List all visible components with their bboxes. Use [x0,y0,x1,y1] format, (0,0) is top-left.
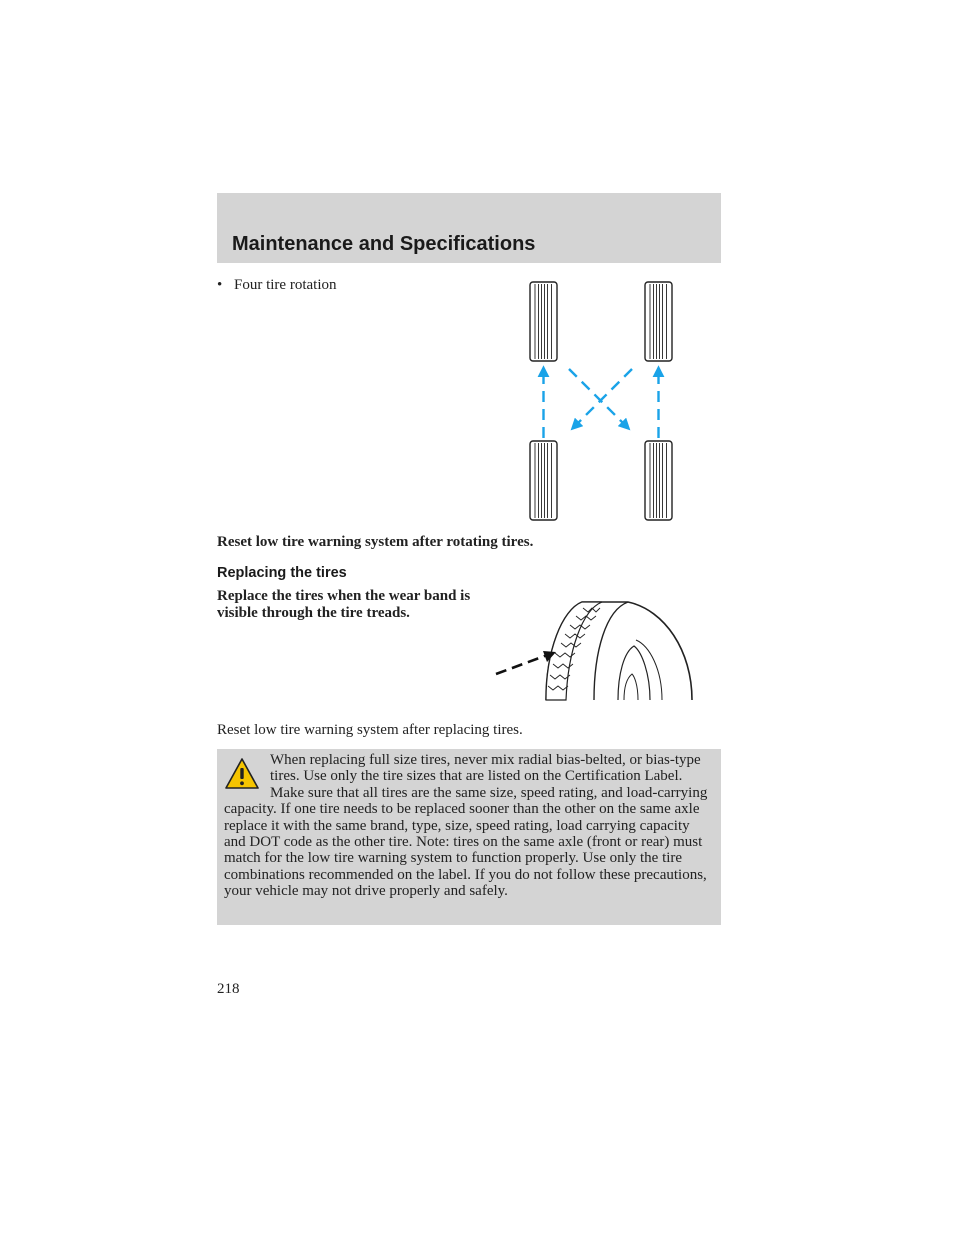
tire-rear-left [530,441,557,520]
tire-wear-band-illustration [490,596,700,702]
warning-text: When replacing full size tires, never mix radial bias-belted, or bias-type tires. Use only the tire sizes that are listed on the Certification Label. Make sure that all tires are the same size, speed rating, and load-carrying capacity. If one tire needs to be replaced sooner than the other on the same axle replace it with the same brand, type, size, speed rating, load carrying capacity and DOT code as the other tire. Note: tires on the same axle (front or rear) must match for the low tire warning system to function properly. Use only the tire combinations recommended on the label. If you do not follow these precautions, your vehicle may not drive properly and safely. [224,752,708,900]
replace-tires-note: Replace the tires when the wear band is visible through the tire treads. [217,588,471,621]
tire-rotation-diagram [525,278,685,523]
arrow-front-left-to-rear-right [569,369,627,427]
tire-rear-right [645,441,672,520]
replacing-tires-heading: Replacing the tires [217,565,347,581]
reset-after-replace-note: Reset low tire warning system after replacing tires. [217,722,523,738]
warning-box [217,749,721,925]
bullet-item [217,277,336,294]
bullet-glyph: • [217,277,223,293]
arrow-front-right-to-rear-left [574,369,632,427]
rotation-note: Reset low tire warning system after rotating tires. [217,534,534,550]
page-number: 218 [217,981,240,997]
tire-front-left [530,282,557,361]
wear-band-pointer [496,654,550,674]
bullet-text: Four tire rotation [234,277,337,293]
warning-triangle-icon [224,757,260,791]
section-header [217,193,721,263]
tire-front-right [645,282,672,361]
page-title: Maintenance and Specifications [232,233,536,255]
